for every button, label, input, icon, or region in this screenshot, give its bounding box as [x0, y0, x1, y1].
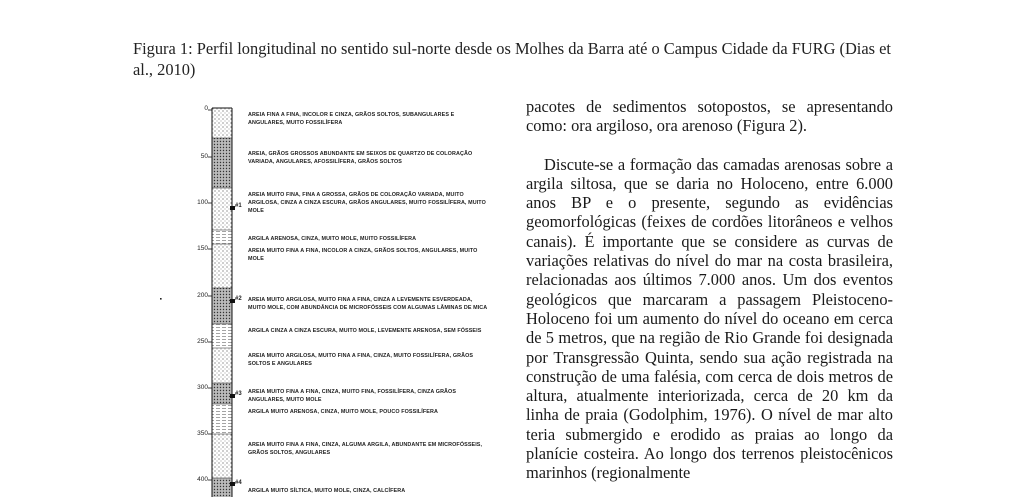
lithology-band — [212, 324, 232, 348]
lithology-band — [212, 138, 232, 188]
lithology-band — [212, 188, 232, 230]
body-paragraph: Discute-se a formação das camadas arenosas sobre a argila siltosa, que se daria no Holoceno, entre 6.000 anos BP e o presente, segundo as evidências geomorfológicas (feixes de cordões litorâneos e velhos canais). É importante que se considere as curvas de variações relativas do nível do mar na costa brasileira, relacionadas aos últimos 7.000 anos. Um dos eventos geológicos que marcaram a passagem Pleistoceno-Holoceno foi um aumento do nível do oceano em cerca de 5 metros, que na região de Rio Grande foi designada por Transgressão Quinta, sendo sua ação registrada na construção de uma falésia, com cerca de dois metros de altura, atualmente interiorizada, cerca de 20 km da linha de praia (Godolphim, 1976). O nível de mar alto teria submergido e erodido as praias ao longo da planície costeira. Ao longo dos terrenos pleistocênicos marinhos (regionalmente — [526, 154, 893, 483]
layer-description: AREIA MUITO ARGILOSA, MUITO FINA A FINA, CINZA A LEVEMENTE ESVERDEADA, MUITO MOLE, COM ABUNDÂNCIA DE MICROFÓSSEIS COM ALGUMAS LÂMINAS DE MICA — [248, 297, 488, 311]
sample-marker-label: #2 — [235, 296, 242, 302]
lithology-band — [212, 404, 232, 434]
depth-tick-label: 100 — [197, 199, 208, 206]
sample-marker-label: #4 — [235, 480, 242, 486]
sample-marker-label: #3 — [235, 391, 242, 397]
layer-description: ARGILA ARENOSA, CINZA, MUITO MOLE, MUITO FOSSILÍFERA — [248, 236, 417, 242]
depth-tick-label: 300 — [197, 384, 208, 391]
figure-caption: Figura 1: Perfil longitudinal no sentido sul-norte desde os Molhes da Barra até o Campus Cidade da FURG (Dias et al., 2010) — [133, 39, 891, 79]
lithology-band — [212, 108, 232, 138]
lithology-band — [212, 230, 232, 244]
lithology-band — [212, 383, 232, 404]
depth-tick-label: 200 — [197, 292, 208, 299]
layer-description: AREIA MUITO FINA A FINA, CINZA, MUITO FINA, FOSSILÍFERA, CINZA GRÃOS ANGULARES, MUITO MOLE — [248, 389, 457, 403]
stratigraphic-profile-figure — [150, 98, 510, 497]
article-body — [526, 97, 893, 483]
layer-description: AREIA MUITO FINA A FINA, CINZA, ALGUMA ARGILA, ABUNDANTE EM MICROFÓSSEIS, GRÃOS SOLTOS, ANGULARES — [248, 442, 483, 456]
layer-description: ARGILA CINZA A CINZA ESCURA, MUITO MOLE, LEVEMENTE ARENOSA, SEM FÓSSEIS — [248, 328, 482, 334]
layer-description: ARGILA MUITO ARENOSA, CINZA, MUITO MOLE, POUCO FOSSILÍFERA — [248, 409, 438, 415]
layer-description: AREIA, GRÃOS GROSSOS ABUNDANTE EM SEIXOS DE QUARTZO DE COLORAÇÃO VARIADA, ANGULARES, AFOSSILÍFERA, GRÃOS SOLTOS — [248, 151, 473, 165]
layer-description: ARGILA MUITO SÍLTICA, MUITO MOLE, CINZA, CALCÍFERA — [248, 488, 406, 494]
depth-tick-label: 350 — [197, 430, 208, 437]
lithology-band — [212, 288, 232, 324]
layer-description: AREIA MUITO ARGILOSA, MUITO FINA A FINA, CINZA, MUITO FOSSILÍFERA, GRÃOS SOLTOS E ANGULARES — [248, 353, 474, 367]
lithology-band — [212, 244, 232, 288]
body-paragraph: pacotes de sedimentos sotopostos, se apresentando como: ora argiloso, ora arenoso (Figura 2). — [526, 97, 893, 136]
lithology-band — [212, 434, 232, 478]
depth-tick-label: 50 — [200, 153, 208, 160]
depth-tick-label: 150 — [197, 245, 208, 252]
depth-tick-label: 400 — [197, 476, 208, 483]
layer-description: AREIA MUITO FINA A FINA, INCOLOR A CINZA, GRÃOS SOLTOS, ANGULARES, MUITO MOLE — [248, 248, 478, 262]
sample-marker-label: #1 — [235, 203, 242, 209]
layer-description: AREIA MUITO FINA, FINA A GROSSA, GRÃOS DE COLORAÇÃO VARIADA, MUITO ARGILOSA, CINZA A CINZA ESCURA, GRÃOS ANGULARES, MUITO FOSSILÍFERA, MUITO MOLE — [248, 192, 486, 214]
depth-tick-label: 0 — [204, 105, 208, 112]
depth-tick-label: 250 — [197, 338, 208, 345]
layer-description: AREIA FINA A FINA, INCOLOR E CINZA, GRÃOS SOLTOS, SUBANGULARES E ANGULARES, MUITO FOSSILÍFERA — [248, 112, 455, 126]
stray-mark — [160, 298, 162, 300]
lithology-band — [212, 478, 232, 497]
lithology-band — [212, 348, 232, 383]
